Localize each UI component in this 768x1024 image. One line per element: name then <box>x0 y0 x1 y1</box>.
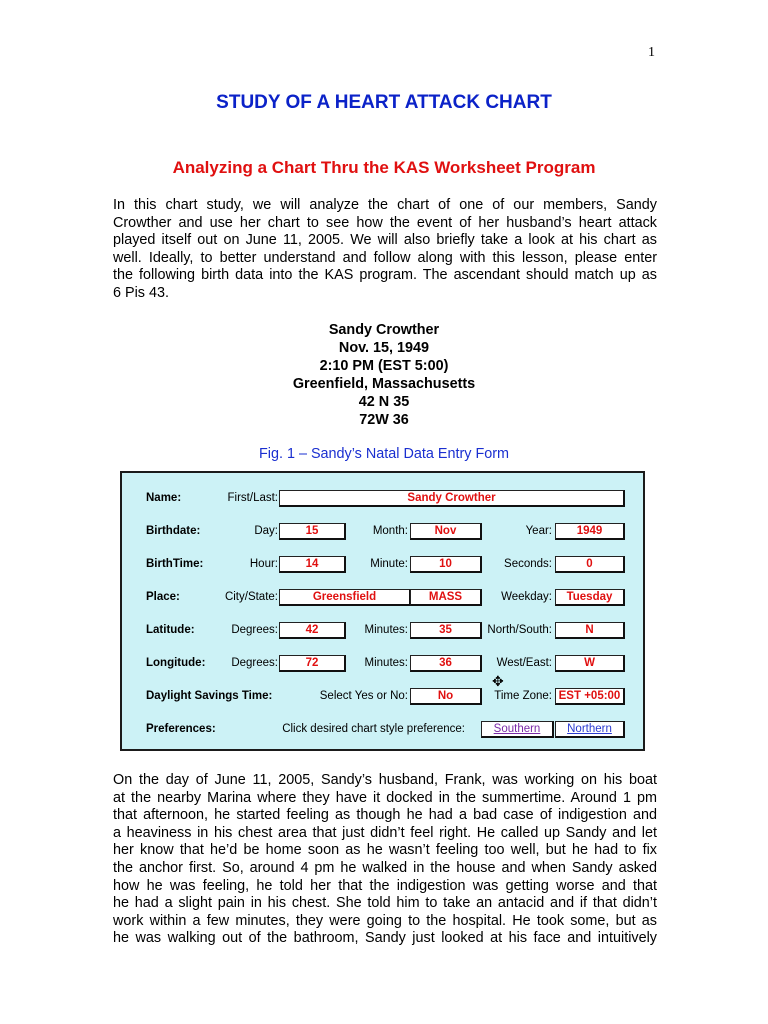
paragraph-line: at the nearby Marina where they have it docked in the summertime. Around 1 pm <box>113 789 657 806</box>
state-field[interactable]: MASS <box>410 589 482 606</box>
page-title: STUDY OF A HEART ATTACK CHART <box>216 92 552 113</box>
paragraph-line: that afternoon, he started feeling as though he had a bad case of indigestion and <box>113 807 657 824</box>
story-paragraph <box>113 772 657 948</box>
west-east-label: West/East: <box>496 657 552 669</box>
day-field[interactable]: 15 <box>279 523 346 540</box>
birth-place: Greenfield, Massachusetts <box>292 376 476 392</box>
birth-name: Sandy Crowther <box>328 322 440 338</box>
birthdate-label: Birthdate: <box>146 525 201 537</box>
paragraph-line: the following birth data into the KAS program. The ascendant should match up as <box>113 267 657 284</box>
latitude-label: Latitude: <box>146 624 195 636</box>
latitude-minutes-label: Minutes: <box>364 624 408 636</box>
birthtime-label: BirthTime: <box>146 558 204 570</box>
name-field[interactable]: Sandy Crowther <box>279 490 625 507</box>
paragraph-line: On the day of June 11, 2005, Sandy’s husband, Frank, was working on his boat <box>113 772 657 788</box>
southern-option-button[interactable]: Southern <box>481 721 554 738</box>
latitude-degrees-label: Degrees: <box>231 624 278 636</box>
preferences-label: Preferences: <box>146 723 216 735</box>
paragraph-line: the anchor first. So, around 4 pm he walked in the house and when Sandy asked <box>113 859 657 876</box>
page-subtitle: Analyzing a Chart Thru the KAS Worksheet Program <box>172 158 596 177</box>
west-east-field[interactable]: W <box>555 655 625 672</box>
birth-longitude: 72W 36 <box>359 412 409 428</box>
longitude-label: Longitude: <box>146 657 206 669</box>
page-number: 1 <box>648 45 655 60</box>
paragraph-line: played itself out on June 11, 2005. We will also briefly take a look at his chart as <box>113 232 657 249</box>
weekday-field[interactable]: Tuesday <box>555 589 625 606</box>
move-cursor-icon: ✥ <box>492 673 504 689</box>
paragraph-line: In this chart study, we will analyze the chart of one of our members, Sandy <box>113 197 657 213</box>
northern-option-button[interactable]: Northern <box>555 721 625 738</box>
select-yes-no-label: Select Yes or No: <box>319 690 408 702</box>
place-label: Place: <box>146 591 180 603</box>
figure-caption: Fig. 1 – Sandy’s Natal Data Entry Form <box>258 446 510 462</box>
chart-style-label: Click desired chart style preference: <box>282 723 465 735</box>
time-zone-label: Time Zone: <box>494 690 552 702</box>
seconds-label: Seconds: <box>504 558 552 570</box>
paragraph-line: he was walking out of the bathroom, Sandy just looked at his face and intuitively <box>113 930 657 947</box>
hour-field[interactable]: 14 <box>279 556 346 573</box>
name-label: Name: <box>146 492 182 504</box>
dst-field[interactable]: No <box>410 688 482 705</box>
paragraph-line: 6 Pis 43. <box>113 284 169 301</box>
month-label: Month: <box>372 525 408 537</box>
paragraph-line: her know that he’d be home soon as he wasn’t feeling too well, but he had to fix <box>113 842 657 859</box>
year-label: Year: <box>525 525 552 537</box>
paragraph-line: Crowther and use her chart to see how the event of her husband’s heart attack <box>113 214 657 231</box>
paragraph-line: work within a few minutes, they were going to the hospital. He took some, but as <box>113 912 657 929</box>
birth-data-block <box>0 321 768 429</box>
time-zone-field[interactable]: EST +05:00 <box>555 688 625 705</box>
north-south-field[interactable]: N <box>555 622 625 639</box>
paragraph-line: how he was feeling, he told her that the indigestion was getting worse and that <box>113 877 657 894</box>
natal-data-entry-form <box>120 471 645 751</box>
paragraph-line: a heaviness in his chest area that just didn’t feel right. He called up Sandy and let <box>113 824 657 841</box>
latitude-minutes-field[interactable]: 35 <box>410 622 482 639</box>
birth-date: Nov. 15, 1949 <box>338 340 430 356</box>
birth-latitude: 42 N 35 <box>358 394 410 410</box>
minute-label: Minute: <box>370 558 408 570</box>
latitude-degrees-field[interactable]: 42 <box>279 622 346 639</box>
dst-label: Daylight Savings Time: <box>146 690 273 702</box>
longitude-degrees-field[interactable]: 72 <box>279 655 346 672</box>
city-field[interactable]: Greensfield <box>279 589 411 606</box>
longitude-degrees-label: Degrees: <box>231 657 278 669</box>
paragraph-line: well. Ideally, to better understand and follow along with this lesson, please enter <box>113 249 657 266</box>
longitude-minutes-label: Minutes: <box>364 657 408 669</box>
weekday-label: Weekday: <box>501 591 552 603</box>
year-field[interactable]: 1949 <box>555 523 625 540</box>
hour-label: Hour: <box>249 558 278 570</box>
seconds-field[interactable]: 0 <box>555 556 625 573</box>
intro-paragraph <box>113 197 657 303</box>
paragraph-line: he had a slight pain in his chest. She told him to take an antacid and if that didn’t <box>113 895 657 912</box>
north-south-label: North/South: <box>487 624 552 636</box>
birth-time: 2:10 PM (EST 5:00) <box>319 358 449 374</box>
month-field[interactable]: Nov <box>410 523 482 540</box>
first-last-label: First/Last: <box>227 492 278 504</box>
day-label: Day: <box>254 525 278 537</box>
city-state-label: City/State: <box>224 591 278 603</box>
longitude-minutes-field[interactable]: 36 <box>410 655 482 672</box>
minute-field[interactable]: 10 <box>410 556 482 573</box>
